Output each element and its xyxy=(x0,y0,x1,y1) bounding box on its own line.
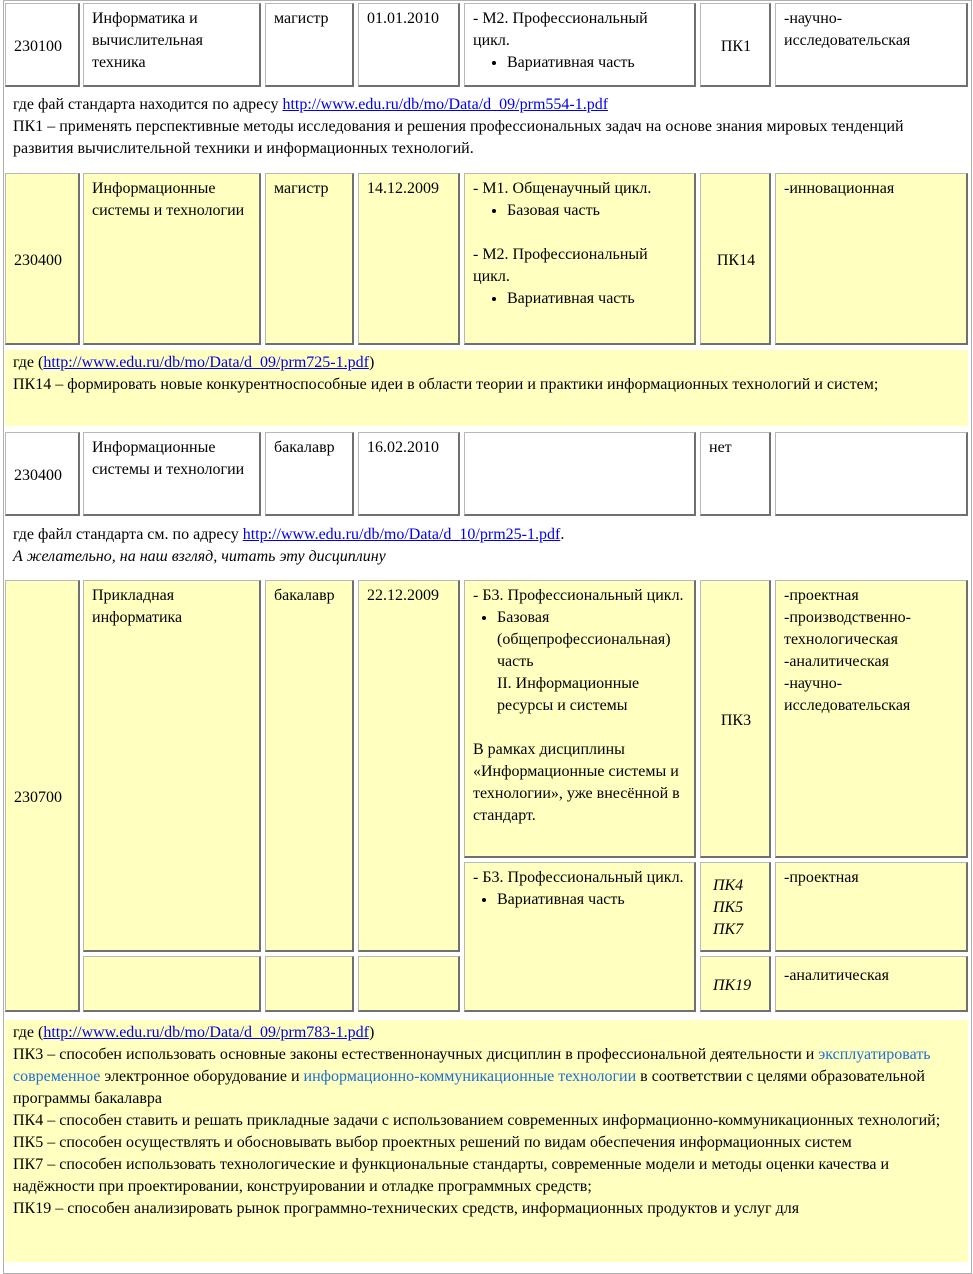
r3-code-text: 230400 xyxy=(14,466,62,484)
r3-name-text: Информационные системы и технологии xyxy=(92,439,245,478)
r4-code xyxy=(5,580,80,1012)
r4-date xyxy=(358,580,460,952)
r2-note-prefix: где ( xyxy=(13,354,44,371)
r1-note xyxy=(5,94,968,166)
r4-level xyxy=(265,580,354,952)
r4-comp-a xyxy=(700,580,771,858)
r1-code xyxy=(5,3,80,87)
r2-activity-text: -инновационная xyxy=(784,180,895,197)
r1-standard-link[interactable]: http://www.edu.ru/db/mo/Data/d_09/prm554-1.pdf xyxy=(282,96,609,113)
r1-level-text: магистр xyxy=(274,10,329,27)
r4-pk4: ПК4 – способен ставить и решать прикладные задачи с использованием современных информационно-коммуникационных технологий; xyxy=(13,1112,941,1129)
r4-activity-b-text: -проектная xyxy=(784,869,859,886)
r2-note-suffix: ) xyxy=(368,354,375,371)
r4-note-prefix: где ( xyxy=(13,1024,44,1041)
r2-comp-text: ПК14 xyxy=(716,251,756,269)
r4-part-b: • Вариативная часть xyxy=(497,889,688,911)
r4-comp-c-text: ПК19 xyxy=(713,976,752,994)
r1-note-prefix: где фай стандарта находится по адресу xyxy=(13,96,283,113)
r4-pk3-d: информационно-коммуникационные технологии xyxy=(303,1068,637,1085)
r1-date-text: 01.01.2010 xyxy=(367,10,439,27)
r4-note xyxy=(5,1020,968,1262)
r4-activity-a-text: -проектная -производственно-технологическая -аналитическая -научно-исследовательская xyxy=(784,587,912,714)
r1-comp-text: ПК1 xyxy=(720,37,752,55)
r2-standard-link[interactable]: http://www.edu.ru/db/mo/Data/d_09/prm725-1.pdf xyxy=(43,354,369,371)
r3-level xyxy=(265,432,354,516)
r4-date-empty xyxy=(358,956,460,1012)
r2-part1: • Базовая часть xyxy=(507,200,688,222)
r2-cycle2: - М2. Профессиональный цикл. xyxy=(473,246,648,285)
r4-pk19: ПК19 – способен анализировать рынок программно-технических средств, информационных продуктов и услуг для xyxy=(13,1200,800,1217)
r4-date-text: 22.12.2009 xyxy=(367,587,439,604)
r4-level-text: бакалавр xyxy=(274,587,335,604)
r4-pk3-e: в соответствии с целями образовательной программы бакалавра xyxy=(13,1068,925,1107)
r2-comp xyxy=(700,173,771,345)
r2-name xyxy=(83,173,261,345)
r4-frame-text: В рамках дисциплины «Информационные системы и технологии», уже внесённой в стандарт. xyxy=(473,741,680,824)
r2-date-text: 14.12.2009 xyxy=(367,180,439,197)
r2-name-text: Информационные системы и технологии xyxy=(92,180,245,219)
r2-cycle xyxy=(464,173,696,345)
r4-pk3 xyxy=(13,1044,960,1110)
r4-code-text: 230700 xyxy=(14,788,62,806)
r3-activity xyxy=(775,432,968,516)
r4-activity-a xyxy=(775,580,968,858)
r3-name xyxy=(83,432,261,516)
r1-name-text: Информатика и вычислительная техника xyxy=(92,10,203,71)
r2-code-text: 230400 xyxy=(14,251,62,269)
r2-cycle1: - М1. Общенаучный цикл. xyxy=(473,180,652,197)
r4-pk3-c: электронное оборудование и xyxy=(100,1068,304,1085)
r3-level-text: бакалавр xyxy=(274,439,335,456)
r1-level xyxy=(265,3,354,87)
r4-cycle-b xyxy=(464,862,696,1012)
r2-code xyxy=(5,173,80,345)
r3-code xyxy=(5,432,80,516)
r4-activity-b xyxy=(775,862,968,952)
r2-level xyxy=(265,173,354,345)
r2-date xyxy=(358,173,460,345)
r1-activity-text: -научно-исследовательская xyxy=(784,10,911,49)
r4-pk5: ПК5 – способен осуществлять и обосновывать выбор проектных решений по видам обеспечения информационных систем xyxy=(13,1134,852,1151)
r3-comp xyxy=(700,432,771,516)
r3-note xyxy=(5,524,968,572)
r3-standard-link[interactable]: http://www.edu.ru/db/mo/Data/d_10/prm25-1.pdf xyxy=(242,526,561,543)
r2-note xyxy=(5,350,968,426)
r4-name-empty xyxy=(83,956,261,1012)
r3-date-text: 16.02.2010 xyxy=(367,439,439,456)
r4-pk3-b: эксплуатировать современное xyxy=(13,1046,931,1085)
r4-comp-c xyxy=(700,956,771,1012)
r1-comp xyxy=(700,3,771,87)
r4-note-suffix: ) xyxy=(368,1024,375,1041)
r1-date xyxy=(358,3,460,87)
r4-comp-b xyxy=(700,862,771,952)
r1-cycle-text: - М2. Профессиональный цикл. xyxy=(473,10,648,49)
r4-pk3-a: ПК3 – способен использовать основные законы естественнонаучных дисциплин в профессиональной деятельности и xyxy=(13,1046,819,1063)
r3-comp-text: нет xyxy=(709,439,732,456)
r4-cycle-a xyxy=(464,580,696,858)
r2-activity xyxy=(775,173,968,345)
r3-note-suffix: . xyxy=(560,526,565,543)
r4-name-text: Прикладная информатика xyxy=(92,587,183,626)
r2-part2: • Вариативная часть xyxy=(507,288,688,310)
r3-note-prefix: где файл стандарта см. по адресу xyxy=(13,526,243,543)
r4-comp-a-text: ПК3 xyxy=(720,711,752,729)
r4-part-a-extra: II. Информационные ресурсы и системы xyxy=(497,675,640,714)
r4-part-a: • Базовая (общепрофессиональная) часть xyxy=(497,607,688,673)
r4-activity-c xyxy=(775,956,968,1012)
r4-standard-link[interactable]: http://www.edu.ru/db/mo/Data/d_09/prm783-1.pdf xyxy=(43,1024,369,1041)
r4-cycle-b-text: - Б3. Профессиональный цикл. xyxy=(473,869,684,886)
r3-date xyxy=(358,432,460,516)
r4-level-empty xyxy=(265,956,354,1012)
r4-pk7: ПК7 – способен использовать технологические и функциональные стандарты, современные модели и методы оценки качества и надёжности при проектировании, конструировании и отладке программных средств; xyxy=(13,1156,890,1195)
r1-activity xyxy=(775,3,968,87)
r4-comp-b-text: ПК4 ПК5 ПК7 xyxy=(713,877,744,938)
r1-cycle xyxy=(464,3,696,87)
r3-note-text: А желательно, на наш взгляд, читать эту дисциплину xyxy=(13,548,386,565)
r1-note-text: ПК1 – применять перспективные методы исследования и решения профессиональных задач на основе знания мировых тенденций развития вычислительной техники и информационных технологий. xyxy=(13,118,904,157)
r4-cycle-a-text: - Б3. Профессиональный цикл. xyxy=(473,587,684,604)
r2-note-text: ПК14 – формировать новые конкурентноспособные идеи в области теории и практики информационных технологий и систем; xyxy=(13,376,879,393)
r1-code-text: 230100 xyxy=(14,37,62,55)
r2-level-text: магистр xyxy=(274,180,329,197)
r1-name xyxy=(83,3,261,87)
r3-cycle xyxy=(464,432,696,516)
r4-activity-c-text: -аналитическая xyxy=(784,967,889,984)
r4-name xyxy=(83,580,261,952)
r1-part: • Вариативная часть xyxy=(507,52,688,74)
